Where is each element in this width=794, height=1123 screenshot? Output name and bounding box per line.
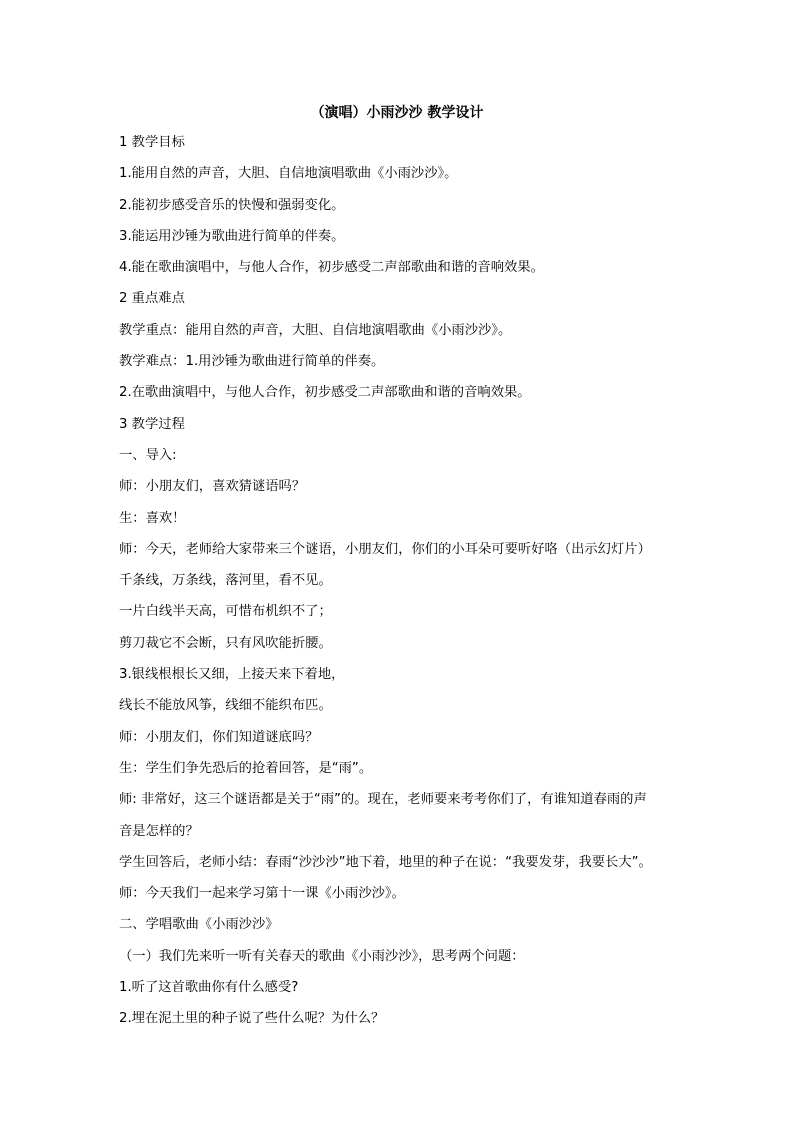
paragraph: 2.在歌曲演唱中，与他人合作，初步感受二声部歌曲和谐的音响效果。: [119, 385, 531, 401]
section-heading-objectives: 1 教学目标: [119, 135, 185, 150]
paragraph: 学生回答后，老师小结：春雨“沙沙沙”地下着，地里的种子在说：“我要发芽，我要长大”。: [119, 854, 652, 870]
paragraph: 一片白线半天高，可惜布机织不了；: [119, 604, 332, 620]
paragraph: 生：学生们争先恐后的抢着回答，是“雨”。: [119, 760, 373, 776]
paragraph: （一）我们先来听一听有关春天的歌曲《小雨沙沙》，思考两个问题：: [119, 948, 525, 964]
paragraph: 3.能运用沙锤为歌曲进行简单的伴奏。: [119, 228, 345, 244]
document-title: （演唱）小雨沙沙 教学设计: [310, 105, 484, 121]
paragraph: 师：小朋友们，你们知道谜底吗？: [119, 729, 319, 745]
paragraph: 4.能在歌曲演唱中，与他人合作，初步感受二声部歌曲和谐的音响效果。: [119, 260, 544, 276]
paragraph: 2.能初步感受音乐的快慢和强弱变化。: [119, 197, 345, 213]
paragraph: 1.能用自然的声音，大胆、自信地演唱歌曲《小雨沙沙》。: [119, 166, 458, 182]
paragraph: 师：今天，老师给大家带来三个谜语，小朋友们，你们的小耳朵可要听好咯（出示幻灯片）: [119, 541, 651, 557]
paragraph: 线长不能放风筝，线细不能织布匹。: [119, 698, 332, 714]
paragraph: 生：喜欢！: [119, 510, 186, 526]
paragraph: 音是怎样的？: [119, 823, 199, 839]
paragraph: 1.听了这首歌曲你有什么感受?: [119, 980, 299, 996]
section-heading-key-points: 2 重点难点: [119, 291, 185, 307]
paragraph: 师：今天我们一起来学习第十一课《小雨沙沙》。: [119, 886, 405, 902]
paragraph: 教学重点：能用自然的声音，大胆、自信地演唱歌曲《小雨沙沙》。: [119, 322, 512, 338]
paragraph: 教学难点：1.用沙锤为歌曲进行简单的伴奏。: [119, 354, 385, 370]
paragraph: 师：小朋友们，喜欢猜谜语吗？: [119, 479, 306, 495]
subsection-heading: 一、导入:: [119, 447, 177, 463]
section-heading-process: 3 教学过程: [119, 416, 185, 432]
subsection-heading: 二、学唱歌曲《小雨沙沙》: [119, 917, 279, 933]
paragraph: 千条线，万条线，落河里，看不见。: [119, 573, 332, 589]
document-body: [119, 133, 689, 1041]
paragraph: 剪刀裁它不会断，只有风吹能折腰。: [119, 635, 332, 651]
paragraph: 3.银线根根长又细，上接天来下着地，: [119, 667, 345, 683]
paragraph: 2.埋在泥土里的种子说了些什么呢？为什么？: [119, 1011, 385, 1027]
paragraph: 师: 非常好，这三个谜语都是关于“雨”的。现在，老师要来考考你们了，有谁知道春雨的声: [119, 792, 647, 808]
